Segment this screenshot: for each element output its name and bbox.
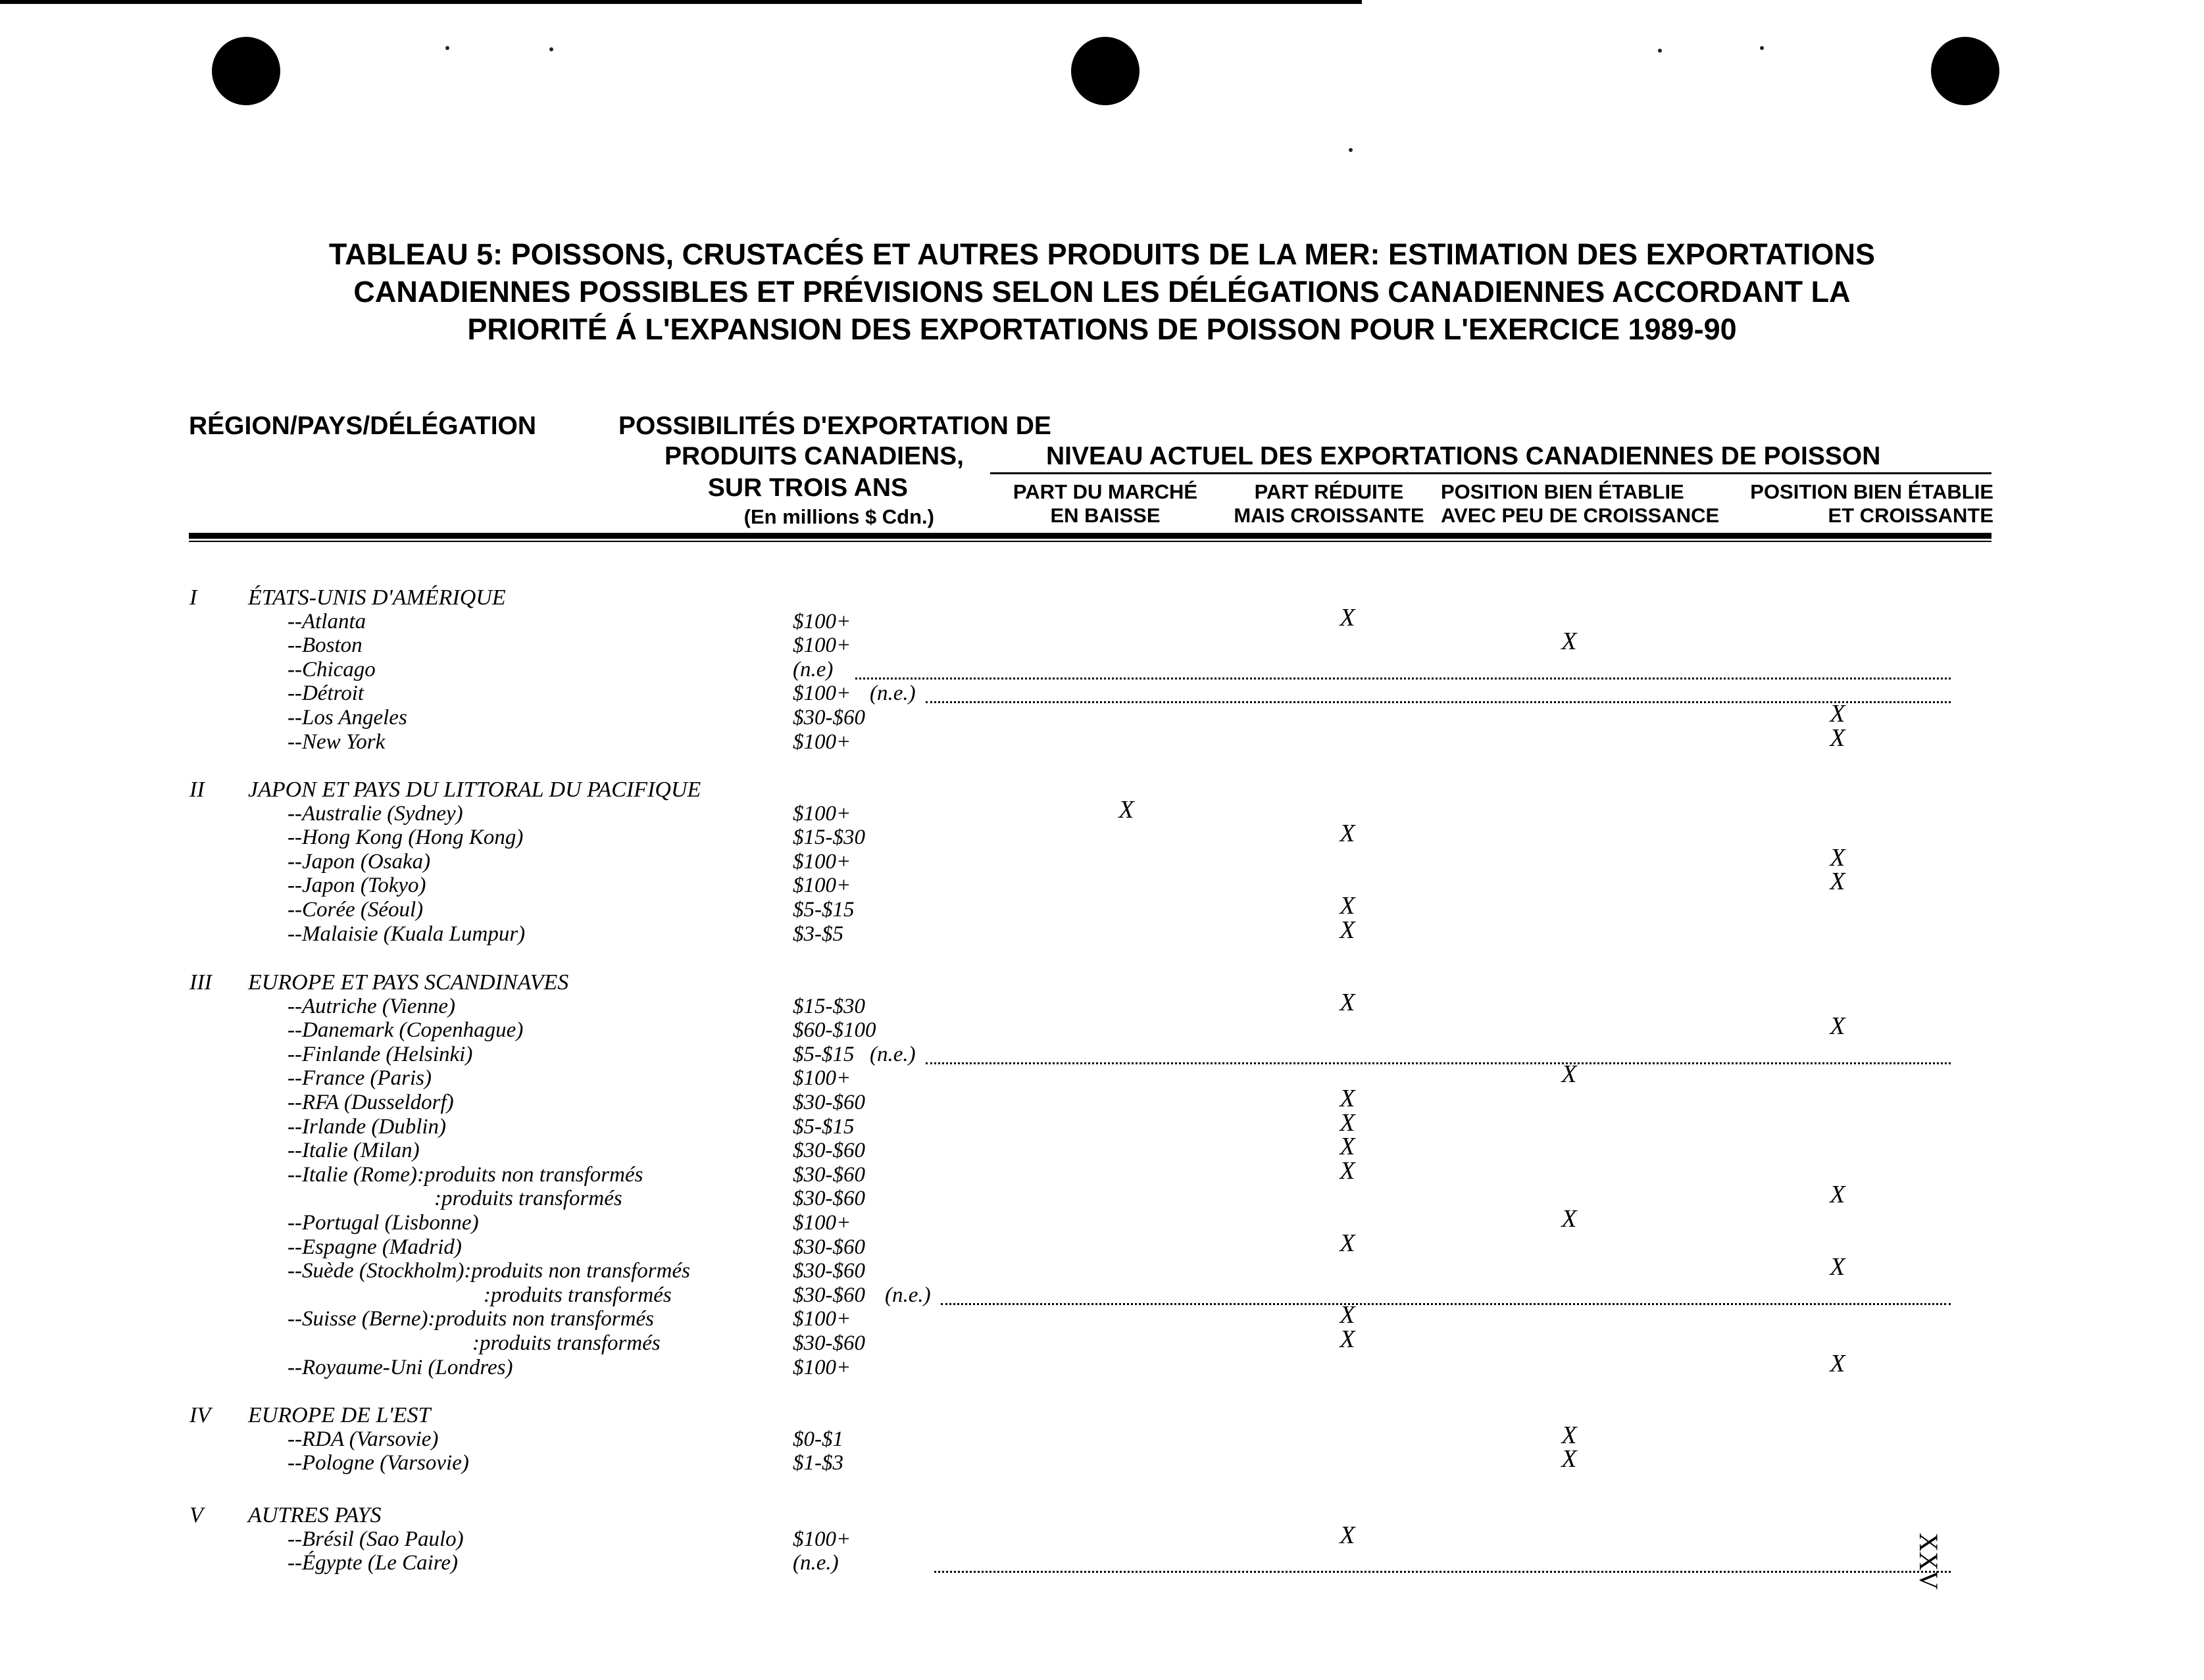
- row-mark: X: [1561, 1421, 1577, 1449]
- section-name-europe-scandinavia: EUROPE ET PAYS SCANDINAVES: [248, 970, 569, 995]
- row-mark: X: [1340, 1229, 1355, 1257]
- row-export-possibility: $30-$60: [793, 1187, 865, 1211]
- row-mark: X: [1830, 1253, 1845, 1281]
- row-export-possibility: $30-$60: [793, 1162, 865, 1187]
- row-mark: X: [1561, 1060, 1577, 1089]
- row-label: --France (Paris): [288, 1066, 432, 1091]
- row-label: --Espagne (Madrid): [288, 1235, 462, 1259]
- row-label: --Australie (Sydney): [288, 801, 463, 826]
- row-label: --Los Angeles: [288, 706, 407, 729]
- row-mark: X: [1561, 1205, 1577, 1233]
- row-mark: X: [1340, 916, 1355, 944]
- row-mark: X: [1340, 1108, 1355, 1137]
- row-mark: X: [1340, 1085, 1355, 1112]
- row-mark: X: [1340, 820, 1355, 848]
- row-label: --Brésil (Sao Paulo): [288, 1527, 464, 1551]
- row-mark: X: [1340, 1156, 1355, 1185]
- row-export-possibility: $30-$60: [793, 1139, 865, 1163]
- row-mark: X: [1830, 700, 1845, 728]
- row-label: --Hong Kong (Hong Kong): [288, 826, 524, 850]
- section-number-usa: I: [189, 585, 197, 610]
- table-title: [118, 235, 2086, 348]
- row-mark: X: [1340, 1301, 1355, 1329]
- row-export-possibility: $100+: [793, 729, 851, 754]
- row-export-possibility: $30-$60: [793, 1283, 865, 1307]
- row-export-possibility: $30-$60: [793, 1331, 865, 1355]
- scan-speck: [1658, 49, 1662, 53]
- row-export-possibility: $5-$15: [793, 898, 855, 922]
- scan-speck: [549, 47, 553, 51]
- binder-hole-right: [1931, 37, 1999, 105]
- row-export-possibility: $30-$60: [793, 706, 865, 729]
- row-label: --Suède (Stockholm):produits non transformés: [288, 1259, 690, 1283]
- row-mark: X: [1830, 843, 1845, 872]
- scan-speck: [445, 46, 449, 50]
- row-export-possibility: $5-$15: [793, 1042, 855, 1066]
- header-current-level: NIVEAU ACTUEL DES EXPORTATIONS CANADIENNES DE POISSON: [1046, 442, 1881, 470]
- row-dotted-leader: [934, 1571, 1951, 1573]
- row-export-possibility: $100+: [793, 1066, 851, 1091]
- row-label: --Portugal (Lisbonne): [288, 1211, 479, 1235]
- row-label: --Japon (Tokyo): [288, 874, 426, 898]
- row-export-possibility: $100+: [793, 849, 851, 874]
- header-possibilities-line-3: SUR TROIS ANS: [707, 474, 908, 502]
- row-export-possibility: $100+: [793, 1527, 851, 1551]
- row-mark: X: [1830, 1349, 1845, 1377]
- row-label: :produits transformés: [434, 1187, 622, 1211]
- header-possibilities-line-2: PRODUITS CANADIENS,: [664, 442, 964, 470]
- row-label: --Royaume-Uni (Londres): [288, 1355, 513, 1379]
- row-label: --Chicago: [288, 657, 376, 681]
- header-col-declining: [993, 480, 1217, 528]
- row-mark: X: [1340, 1325, 1355, 1353]
- header-col-reduced-growing-line-1: PART RÉDUITE: [1254, 480, 1404, 503]
- scan-speck: [1760, 46, 1764, 50]
- header-col-established-growing-line-1: POSITION BIEN ÉTABLIE: [1750, 480, 1993, 503]
- row-label: --Égypte (Le Caire): [288, 1551, 459, 1575]
- row-export-possibility: $100+: [793, 1355, 851, 1379]
- row-export-possibility: $15-$30: [793, 994, 865, 1018]
- row-not-evaluated: (n.e.): [885, 1283, 931, 1307]
- row-label: --Malaisie (Kuala Lumpur): [288, 922, 526, 946]
- header-possibilities-unit: (En millions $ Cdn.): [743, 505, 934, 528]
- section-name-eastern-europe: EUROPE DE L'EST: [248, 1403, 431, 1427]
- row-dotted-leader: [941, 1303, 1951, 1305]
- row-export-possibility: $100+: [793, 874, 851, 898]
- row-label: --Détroit: [288, 681, 364, 706]
- row-export-possibility: (n.e.): [793, 1551, 839, 1575]
- row-mark: X: [1118, 795, 1134, 824]
- row-export-possibility: $0-$1: [793, 1427, 843, 1451]
- row-mark: X: [1561, 628, 1577, 656]
- row-export-possibility: $100+: [793, 1211, 851, 1235]
- section-name-usa: ÉTATS-UNIS D'AMÉRIQUE: [248, 585, 506, 610]
- header-col-established-growing: [1724, 480, 1993, 528]
- row-export-possibility: $5-$15: [793, 1114, 855, 1139]
- row-mark: X: [1830, 724, 1845, 752]
- row-dotted-leader: [855, 678, 1951, 679]
- row-label: --RDA (Varsovie): [288, 1427, 439, 1451]
- row-label: --Pologne (Varsovie): [288, 1451, 469, 1475]
- title-line-1: TABLEAU 5: POISSONS, CRUSTACÉS ET AUTRES PRODUITS DE LA MER: ESTIMATION DES EXPORTATIONS: [328, 237, 1876, 271]
- row-export-possibility: $1-$3: [793, 1451, 843, 1475]
- header-region: RÉGION/PAYS/DÉLÉGATION: [189, 412, 537, 440]
- row-export-possibility: $3-$5: [793, 922, 843, 946]
- section-name-pacific: JAPON ET PAYS DU LITTORAL DU PACIFIQUE: [248, 778, 701, 802]
- row-export-possibility: $30-$60: [793, 1235, 865, 1259]
- row-mark: X: [1340, 603, 1355, 631]
- row-mark: X: [1340, 892, 1355, 920]
- row-label: --Italie (Rome):produits non transformés: [288, 1162, 643, 1187]
- row-label: --Italie (Milan): [288, 1139, 420, 1163]
- row-export-possibility: (n.e): [793, 657, 834, 681]
- scan-top-edge: [0, 0, 1362, 4]
- section-number-europe-scandinavia: III: [189, 970, 212, 995]
- row-dotted-leader: [926, 701, 1951, 703]
- row-label: --Irlande (Dublin): [288, 1114, 447, 1139]
- row-export-possibility: $60-$100: [793, 1018, 876, 1043]
- row-mark: X: [1340, 1133, 1355, 1161]
- row-label: --Japon (Osaka): [288, 849, 431, 874]
- row-mark: X: [1561, 1445, 1577, 1473]
- header-col-established-low-growth-line-2: AVEC PEU DE CROISSANCE: [1441, 504, 1720, 527]
- row-mark: X: [1830, 1181, 1845, 1209]
- header-rule-thick: [189, 533, 1991, 539]
- header-col-established-growing-line-2: ET CROISSANTE: [1828, 504, 1993, 527]
- section-name-other: AUTRES PAYS: [248, 1503, 382, 1527]
- row-not-evaluated: (n.e.): [870, 1042, 916, 1066]
- row-mark: X: [1340, 988, 1355, 1016]
- row-export-possibility: $30-$60: [793, 1259, 865, 1283]
- row-mark: X: [1830, 1012, 1845, 1041]
- row-label: --Finlande (Helsinki): [288, 1042, 473, 1066]
- section-number-eastern-europe: IV: [189, 1403, 211, 1427]
- header-rule-thin: [189, 541, 1991, 542]
- row-export-possibility: $100+: [793, 633, 851, 658]
- row-mark: X: [1340, 1521, 1355, 1549]
- row-label: --Boston: [288, 633, 363, 658]
- binder-hole-center: [1071, 37, 1140, 105]
- row-dotted-leader: [926, 1062, 1951, 1064]
- title-line-3: PRIORITÉ Á L'EXPANSION DES EXPORTATIONS DE POISSON POUR L'EXERCICE 1989-90: [467, 312, 1737, 346]
- row-export-possibility: $15-$30: [793, 826, 865, 850]
- header-col-established-low-growth: [1441, 480, 1720, 528]
- header-col-declining-line-2: EN BAISSE: [1050, 504, 1161, 527]
- row-export-possibility: $100+: [793, 609, 851, 633]
- row-label: --Danemark (Copenhague): [288, 1018, 524, 1043]
- row-label: --New York: [288, 729, 386, 754]
- row-label: --RFA (Dusseldorf): [288, 1091, 454, 1114]
- header-col-established-low-growth-line-1: POSITION BIEN ÉTABLIE: [1441, 480, 1684, 503]
- row-label: --Atlanta: [288, 609, 366, 633]
- binder-hole-left: [212, 37, 280, 105]
- row-export-possibility: $30-$60: [793, 1091, 865, 1114]
- section-number-pacific: II: [189, 778, 205, 802]
- section-number-other: V: [189, 1503, 203, 1527]
- row-mark: X: [1830, 868, 1845, 896]
- header-col-reduced-growing: [1217, 480, 1441, 528]
- row-label: :produits transformés: [484, 1283, 672, 1307]
- row-label: --Suisse (Berne):produits non transformés: [288, 1307, 654, 1331]
- header-col-reduced-growing-line-2: MAIS CROISSANTE: [1234, 504, 1424, 527]
- title-line-2: CANADIENNES POSSIBLES ET PRÉVISIONS SELON LES DÉLÉGATIONS CANADIENNES ACCORDANT LA: [353, 275, 1851, 309]
- header-possibilities-line-1: POSSIBILITÉS D'EXPORTATION DE: [618, 412, 1051, 440]
- row-not-evaluated: (n.e.): [870, 681, 916, 706]
- page-number: XXV: [1914, 1533, 1943, 1590]
- header-col-declining-line-1: PART DU MARCHÉ: [1013, 480, 1198, 503]
- row-export-possibility: $100+: [793, 801, 851, 826]
- header-current-level-underline: [990, 472, 1991, 474]
- row-label: --Autriche (Vienne): [288, 994, 456, 1018]
- row-export-possibility: $100+: [793, 1307, 851, 1331]
- scan-speck: [1349, 148, 1353, 152]
- row-label: --Corée (Séoul): [288, 898, 424, 922]
- row-export-possibility: $100+: [793, 681, 851, 706]
- row-label: :produits transformés: [472, 1331, 661, 1355]
